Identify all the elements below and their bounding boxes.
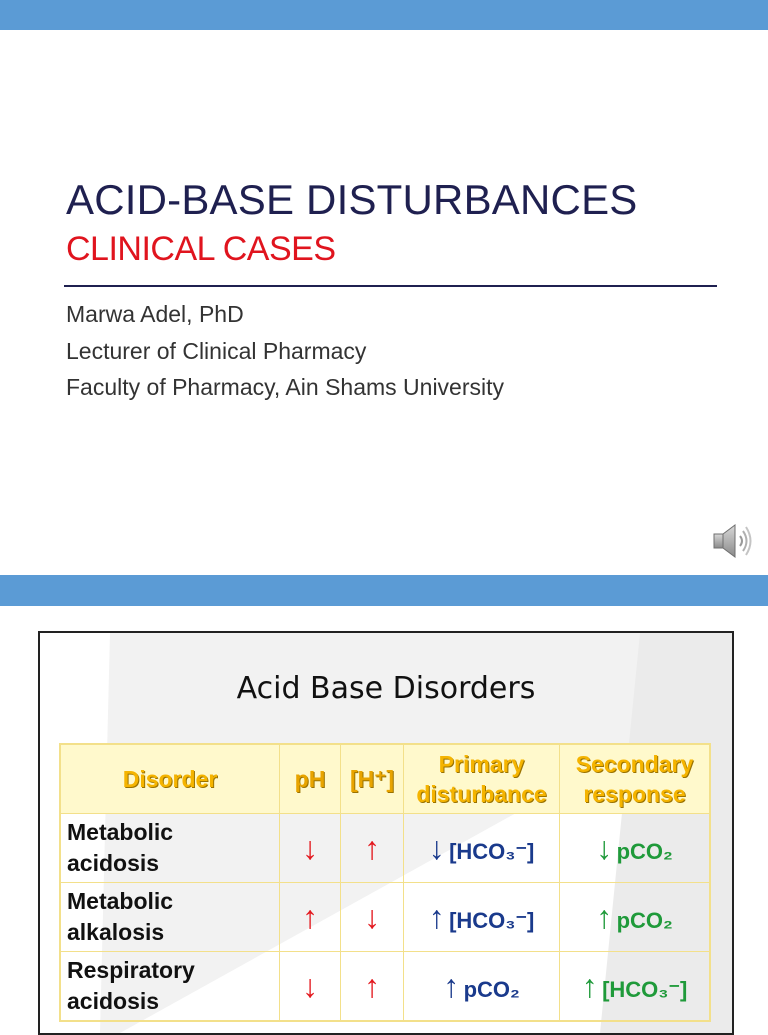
header-primary xyxy=(404,744,560,814)
header-h-label: [H⁺] xyxy=(349,766,395,792)
disorder-name xyxy=(60,952,280,1022)
disorder-name-line1: Metabolic xyxy=(67,819,174,845)
disorder-name xyxy=(60,814,280,883)
header-h xyxy=(341,744,404,814)
speaker-icon[interactable] xyxy=(711,519,755,563)
header-disorder xyxy=(60,744,280,814)
header-disorder-label: Disorder xyxy=(122,766,218,792)
table-row xyxy=(60,883,710,952)
disorder-name-line2: acidosis xyxy=(67,850,160,876)
h-cell xyxy=(341,883,404,952)
h-arrow: ↑ xyxy=(364,967,380,1004)
slide-subtitle: CLINICAL CASES xyxy=(66,230,336,268)
ph-cell xyxy=(280,883,341,952)
secondary-param: pCO₂ xyxy=(616,838,673,864)
ph-arrow: ↓ xyxy=(302,967,318,1004)
author-position: Lecturer of Clinical Pharmacy xyxy=(66,338,367,364)
table-header-row xyxy=(60,744,710,814)
ph-arrow: ↓ xyxy=(302,829,318,866)
primary-param: [HCO₃⁻] xyxy=(449,907,535,933)
disorder-name-line1: Metabolic xyxy=(67,888,174,914)
primary-cell xyxy=(404,952,560,1022)
ph-cell xyxy=(280,952,341,1022)
header-secondary-line1: Secondary xyxy=(575,751,694,777)
secondary-arrow: ↑ xyxy=(596,898,613,935)
secondary-arrow: ↓ xyxy=(596,829,613,866)
header-primary-line2: disturbance xyxy=(416,781,547,807)
acid-base-table xyxy=(59,743,711,1022)
disorder-name-line2: alkalosis xyxy=(67,919,165,945)
secondary-cell xyxy=(560,952,711,1022)
slide-title: ACID-BASE DISTURBANCES xyxy=(66,176,638,223)
ph-cell xyxy=(280,814,341,883)
header-secondary xyxy=(560,744,711,814)
disorder-name-line2: acidosis xyxy=(67,988,160,1014)
primary-cell xyxy=(404,814,560,883)
author-affiliation: Faculty of Pharmacy, Ain Shams University xyxy=(66,374,504,400)
h-arrow: ↑ xyxy=(364,829,380,866)
table-row xyxy=(60,814,710,883)
slide-separator-bar xyxy=(0,575,768,606)
top-accent-bar xyxy=(0,0,768,30)
header-ph-label: pH xyxy=(294,766,326,792)
table-row xyxy=(60,952,710,1022)
author-name: Marwa Adel, PhD xyxy=(66,301,244,327)
secondary-param: [HCO₃⁻] xyxy=(602,976,688,1002)
secondary-param: pCO₂ xyxy=(616,907,673,933)
secondary-arrow: ↑ xyxy=(581,967,598,1004)
title-divider xyxy=(64,285,717,287)
table-title: Acid Base Disorders xyxy=(236,671,536,706)
disorder-name xyxy=(60,883,280,952)
secondary-cell xyxy=(560,883,711,952)
primary-arrow: ↓ xyxy=(428,829,445,866)
primary-cell xyxy=(404,883,560,952)
slide-2 xyxy=(38,631,734,1035)
primary-arrow: ↑ xyxy=(443,967,460,1004)
header-secondary-line2: response xyxy=(583,781,686,807)
primary-param: pCO₂ xyxy=(463,976,520,1002)
primary-param: [HCO₃⁻] xyxy=(449,838,535,864)
h-cell xyxy=(341,952,404,1022)
header-primary-line1: Primary xyxy=(438,751,525,777)
header-ph xyxy=(280,744,341,814)
primary-arrow: ↑ xyxy=(428,898,445,935)
secondary-cell xyxy=(560,814,711,883)
h-arrow: ↓ xyxy=(364,898,380,935)
h-cell xyxy=(341,814,404,883)
disorder-name-line1: Respiratory xyxy=(67,957,195,983)
ph-arrow: ↑ xyxy=(302,898,318,935)
